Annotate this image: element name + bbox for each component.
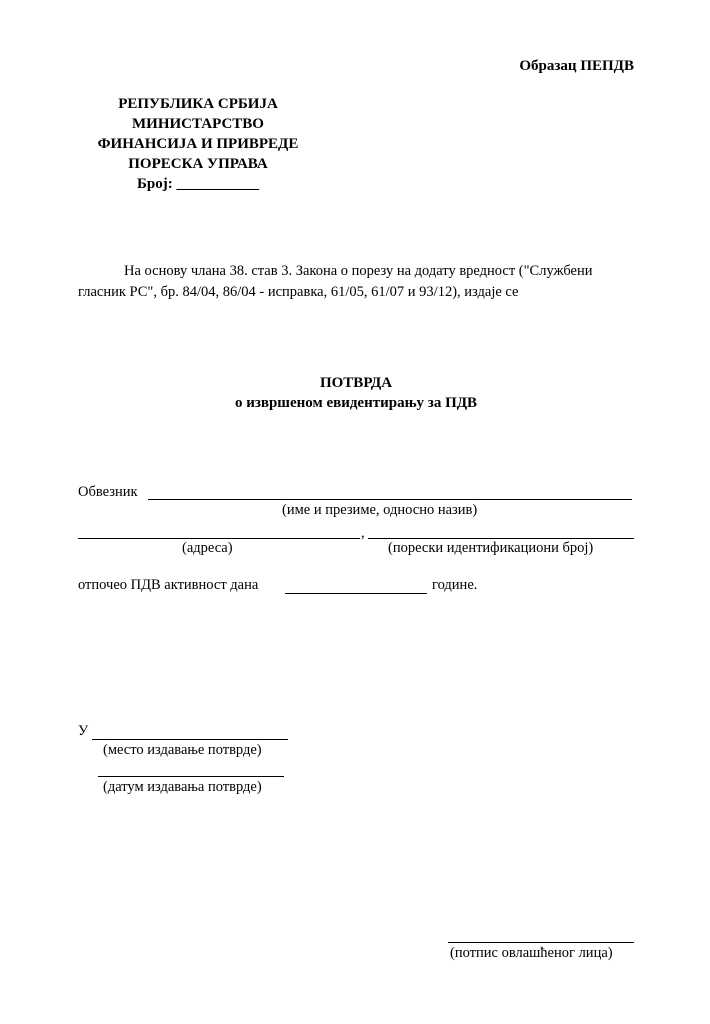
issuing-authority bbox=[78, 94, 318, 194]
place-caption: (место издавање потврде) bbox=[103, 742, 262, 758]
address-line[interactable] bbox=[78, 538, 360, 539]
taxpayer-name-line[interactable] bbox=[148, 499, 632, 500]
legal-basis-paragraph bbox=[78, 261, 634, 303]
authority-country: РЕПУБЛИКА СРБИЈА bbox=[118, 96, 278, 112]
pib-line[interactable] bbox=[368, 538, 634, 539]
activity-start-label: отпочео ПДВ активност дана bbox=[78, 577, 259, 593]
date-caption: (датум издавања потврде) bbox=[103, 779, 262, 795]
document-title bbox=[78, 373, 634, 413]
place-prefix: У bbox=[78, 723, 89, 739]
legal-basis-line-2: гласник РС", бр. 84/04, 86/04 - исправка, 61/05, 61/07 и 93/12), издаје се bbox=[78, 284, 519, 300]
title-main: ПОТВРДА bbox=[319, 375, 393, 391]
legal-basis-line-1: На основу члана 38. став 3. Закона о порезу на додату вредност ("Службени bbox=[124, 263, 593, 279]
signature-caption: (потпис овлашћеног лица) bbox=[450, 945, 613, 961]
authority-ministry-name: ФИНАНСИЈА И ПРИВРЕДЕ bbox=[97, 136, 299, 152]
document-number: Број: ___________ bbox=[137, 176, 259, 192]
signature-line[interactable] bbox=[448, 942, 634, 943]
taxpayer-label: Обвезник bbox=[78, 484, 138, 500]
place-line[interactable] bbox=[92, 739, 288, 740]
activity-date-line[interactable] bbox=[285, 593, 427, 594]
address-pib-separator: , bbox=[361, 525, 365, 541]
taxpayer-name-caption: (име и презиме, односно назив) bbox=[282, 502, 478, 518]
pib-caption: (порески идентификациони број) bbox=[388, 540, 594, 556]
authority-tax-office: ПОРЕСКА УПРАВА bbox=[128, 156, 268, 172]
authority-ministry: МИНИСТАРСТВО bbox=[132, 116, 264, 132]
activity-year-suffix: године. bbox=[432, 577, 478, 593]
form-code: Образац ПЕПДВ bbox=[519, 58, 634, 74]
title-subtitle: о извршеном евидентирању за ПДВ bbox=[234, 395, 478, 411]
date-line[interactable] bbox=[98, 776, 284, 777]
address-caption: (адреса) bbox=[182, 540, 233, 556]
